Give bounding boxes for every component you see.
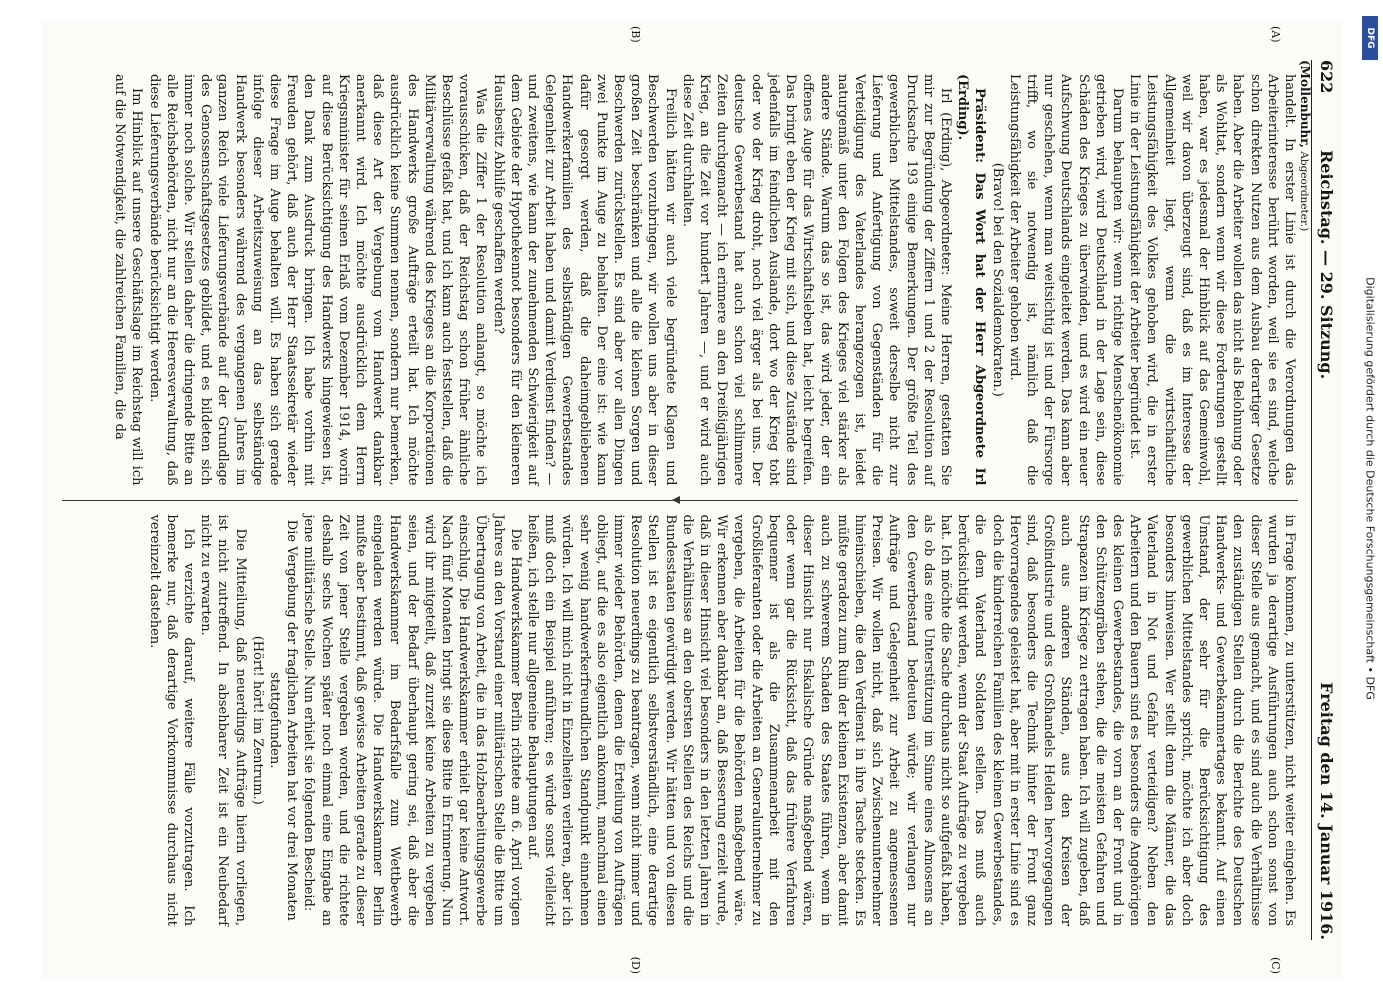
quotation: Die Vergebung der fraglichen Arbeiten hat vor drei Monaten stattgefunden. [266, 519, 299, 921]
text-columns [62, 60, 1298, 940]
interjection: (Bravo! bei den Sozialdemokraten.) [989, 162, 1005, 397]
section-marker-b: (B) [628, 26, 642, 43]
digitization-credit [1361, 10, 1379, 970]
speaker-heading: Präsident: Das Wort hat der Herr Abgeordnete Irl (Erding). [954, 74, 987, 486]
right-column [62, 501, 1298, 941]
paragraph: Ich verzichte darauf, weitere Fälle vorzutragen. Ich bemerke nur, daß derartige Vorkommnisse durchaus nicht vereinzelt dastehen. [146, 514, 196, 926]
paragraph: in Frage kommen, zu unterstützen, nicht weiter eingehen. Es wurden ja derartige Ausführungen auch schon sonst von dieser Stelle aus gemacht, und es sind auch die Verhältnisse den zuständigen Stellen durch die Berichte des Deutschen Handwerks- und Gewerbekammertages bekannt. Auf einen Umstand, der sehr für die Berücksichtigung des gewerblichen Mittelstandes spricht, möchte ich aber doch besonders hinweisen. Wer stellt denn die Männer, die das Vaterland in Not und Gefahr verteidigen? Neben den Arbeitern und den Bauern sind es besonders die Angehörigen des kleinen Gewerbestandes, die vorn an der Front und in den Schützengräben stehen, die die meisten Gefahren und Strapazen im Kriege zu ertragen haben. Ich will zugeben, daß auch aus anderen Ständen, aus den Kreisen der Großindustrie und des Großhandels Helden hervorgegangen sind, daß besonders die Technik hinter der Front ganz Hervorragendes geleistet hat, aber mit in erster Linie sind es doch die kinderreichen Familien des kleinen Gewerbestandes, die dem Vaterland Soldaten stellen. Das muß auch berücksichtigt werden, wenn der Staat Aufträge zu vergeben hat. Ich möchte die Sache durchaus nicht so aufgefaßt haben, als ob das eine Unterstützung im Sinne eines Almosens an den Gewerbestand bedeuten würde; wir verlangen nur Aufträge und Gelegenheit zur Arbeit zu angemessenen Preisen. Wir wollen nicht, daß sich Zwischenunternehmer hineinschieben, die den Verdienst in ihre Tasche stecken. Es müßte geradezu zum Ruin der kleinen Existenzen, aber damit auch zu schwerem Schaden des Staates führen, wenn in dieser Hinsicht nur fiskalische Gründe maßgebend wären, oder wenn gar die Rücksicht, daß das frühere Verfahren bequemer ist als die Zusammenarbeit mit den Großlieferanten oder die Arbeiten an Generalunternehmer zu vergeben, die Arbeiten für die Behörden maßgebend wäre. Wir erkennen aber dankbar an, daß Besserung erzielt wurde, daß in dieser Hinsicht viel besonders in den letzten Jahren in die Verhältnisse an den obersten Stellen des Reichs und die Bundesstaaten gewürdigt werden. Wir hätten und von diesen Stellen ist es eigentlich selbstverständlich, eine derartige Resolution neuerdings zu beantragen, wenn nicht immer und immer wieder Behörden, denen die Erteilung von Aufträgen obliegt, auf die es also eigentlich ankommt, manchmal einen sehr wenig handwerkerfreundlichen Standpunkt einnehmen würden. Ich will mich nicht in Einzelheiten verlieren, aber ich muß doch ein Beispiel anführen; es würde sonst vielleicht heißen, ich stelle nur allgemeine Behauptungen auf. [524, 514, 1297, 926]
quotation: Die Mitteilung, daß neuerdings Aufträge hierin vorliegen, ist nicht zutreffend. In absehbarer Zeit ist ein Neubedarf nicht zu erwarten. [197, 514, 248, 926]
column-divider [62, 500, 1298, 501]
scanned-page [42, 20, 1342, 980]
interjection: (Hört! hört! im Zentrum.) [249, 635, 265, 805]
section-marker-a: (A) [1268, 26, 1282, 43]
section-marker-c: (C) [1268, 957, 1282, 974]
dfg-logo-icon: DFG [1362, 16, 1378, 60]
section-marker-d: (D) [628, 956, 642, 974]
paragraph: Was die Ziffer 1 der Resolution anlangt, so möchte ich vorausschicken, daß der Reichstag schon früher ähnliche Beschlüsse gefaßt hat, und ich kann auch feststellen, daß die Militärverwaltung während des Krieges an die Korporationen des Handwerks große Aufträge erteilt hat. Ich möchte ausdrücklich keine Summen nennen, sondern nur bemerken, daß diese Art der Vergebung vom Handwerk dankbar anerkannt wird. Ich möchte ausdrücklich dem Herrn Kriegsminister für seinen Erlaß vom Dezember 1914, worin auf diese Berücksichtigung des Handwerks hingewiesen ist, den Dank zum Ausdruck bringen. Ich habe vorhin mit Freuden gehört, daß auch der Herr Staatssekretär wieder diese Frage im Auge behalten will. Es haben sich gerade infolge dieser Arbeitszuweisung an das selbständige Handwerk besonders während des vergangenen Jahres im ganzen Reich viele Lieferungsverbände auf der Grundlage des Genossenschaftsgesetzes gebildet, und es bildeten sich immer noch solche. Wir stellen daher die dringende Bitte an alle Reichsbehörden, nicht nur an die Heeresverwaltung, daß diese Lieferungsverbände berücksichtigt werden. [146, 74, 488, 486]
speaker-tag-name: (Mollenbuhr, [1297, 60, 1312, 148]
divider-arrow-icon [672, 496, 680, 504]
paragraph: handelt. In erster Linie ist durch die Verordnungen das Arbeiterinteresse berührt worden, weil sie es sind, welche schon direkten Nutzen aus dem Ausbau derartiger Gesetze haben. Aber die Arbeiter wollen das nicht als Belohnung oder als Wohltat, sondern wenn wir diese Forderungen gestellt haben, war es jedesmal der Hinblick auf das Gemeinwohl, weil wir davon überzeugt sind, daß es im Interesse der Allgemeinheit liegt, wenn die wirtschaftliche Leistungsfähigkeit des Volkes gehoben wird, die in erster Linie in der Leistungsfähigkeit der Arbeiter begründet ist. [1126, 74, 1297, 486]
speaker-tag-role: Abgeordneter.) [1297, 151, 1310, 232]
paragraph: Die Handwerkskammer Berlin richtete am 6. April vorigen Jahres an den Vorstand einer militärischen Stelle die Bitte um Übertragung von Arbeit, die in das Holzbearbeitungsgewerbe einschlug. Die Handwerkskammer erhielt gar keine Antwort. Nach fünf Monaten bringt sie diese Bitte in Erinnerung. Nun wird ihr mitgeteilt, daß zurzeit keine Arbeiten zu vergeben seien, und der Bedarf überhaupt gering sei, daß aber die Handwerkskammer im Bedarfsfalle zum Wettbewerb eingeladen werden würde. Die Handwerkskammer Berlin mußte aber bestimmt, daß gewisse Arbeiten gerade zu dieser Zeit von jener Stelle vergeben worden, und die richtete deshalb sechs Wochen später noch einmal eine Eingabe an jene militärische Stelle. Nun erhielt sie folgenden Bescheid: [300, 514, 523, 926]
paragraph: Freilich hätten wir auch viele begründete Klagen und Beschwerden vorzubringen, wir wollen uns aber in dieser großen Zeit beschränken und alle die kleinen Sorgen und Beschwerden zurückstellen. Es sind aber vor allen Dingen zwei Punkte im Auge zu behalten. Der eine ist: wie kann dafür gesorgt werden, daß die daheimgebliebenen Handwerkerfamilien des selbständigen Gewerbestandes Gelegenheit zur Arbeit haben und damit Verdienst finden? — und zweitens, wie kann der zunehmenden Schwierigkeit auf dem Gebiete der Hypothekennot besonders für den kleineren Hausbesitz Abhilfe geschaffen werden? [490, 74, 678, 486]
paragraph: Irl (Erding), Abgeordneter: Meine Herren, gestatten Sie mir zur Begründung der Ziffern 1 und 2 der Resolution auf Drucksache 193 einige Bemerkungen. Der größte Teil des gewerblichen Mittelstandes, soweit derselbe nicht zur Lieferung und Anfertigung von Gegenständen für die Verteidigung des Vaterlandes herangezogen ist, leidet naturgemäß unter den Folgen des Krieges viel stärker als andere Stände. Warum das so ist, das wird jeder, der ein offenes Auge für das Wirtschaftsleben hat, leicht begreifen. Das bringt eben der Krieg mit sich, und diese Zustände sind jedenfalls im feindlichen Auslande, dort wo der Krieg tobt oder wo der Krieg droht, noch viel ärger als bei uns. Der deutsche Gewerbestand hat auch schon viel schlimmere Zeiten durchgemacht — ich erinnere an den Dreißigjährigen Krieg, an die Zeit vor hundert Jahren —, und er wird auch diese Zeit durchhalten. [679, 74, 953, 486]
left-column [62, 60, 1298, 500]
header-date: Freitag den 14. Januar 1916. [1317, 682, 1336, 940]
header-session: Reichstag. — 29. Sitzung. [1317, 150, 1336, 380]
paragraph: Darum behaupten wir: wenn richtige Menschenökonomie getrieben wird, wird Deutschland in der Lage sein, diese Schäden des Krieges zu überwinden, und es wird ein neuer Aufschwung Deutschlands eingeleitet werden. Das kann aber nur geschehen, wenn man weitsichtig ist und der Fürsorge trifft, wo sie notwendig ist, nämlich daß die Leistungsfähigkeit der Arbeiter gehoben wird. [1006, 74, 1125, 486]
speaker-tag [1298, 60, 1312, 231]
paragraph: Im Hinblick auf unsere Geschäftslage im Reichstag will ich auf die Notwendigkeit, die zahlreichen Familien, die da [111, 74, 144, 486]
digitization-credit-text: Digitalisierung gefördert durch die Deutsche Forschungsgemeinschaft • DFG [1363, 277, 1377, 700]
running-header [1311, 60, 1342, 940]
page-number: 622 [1317, 60, 1336, 94]
